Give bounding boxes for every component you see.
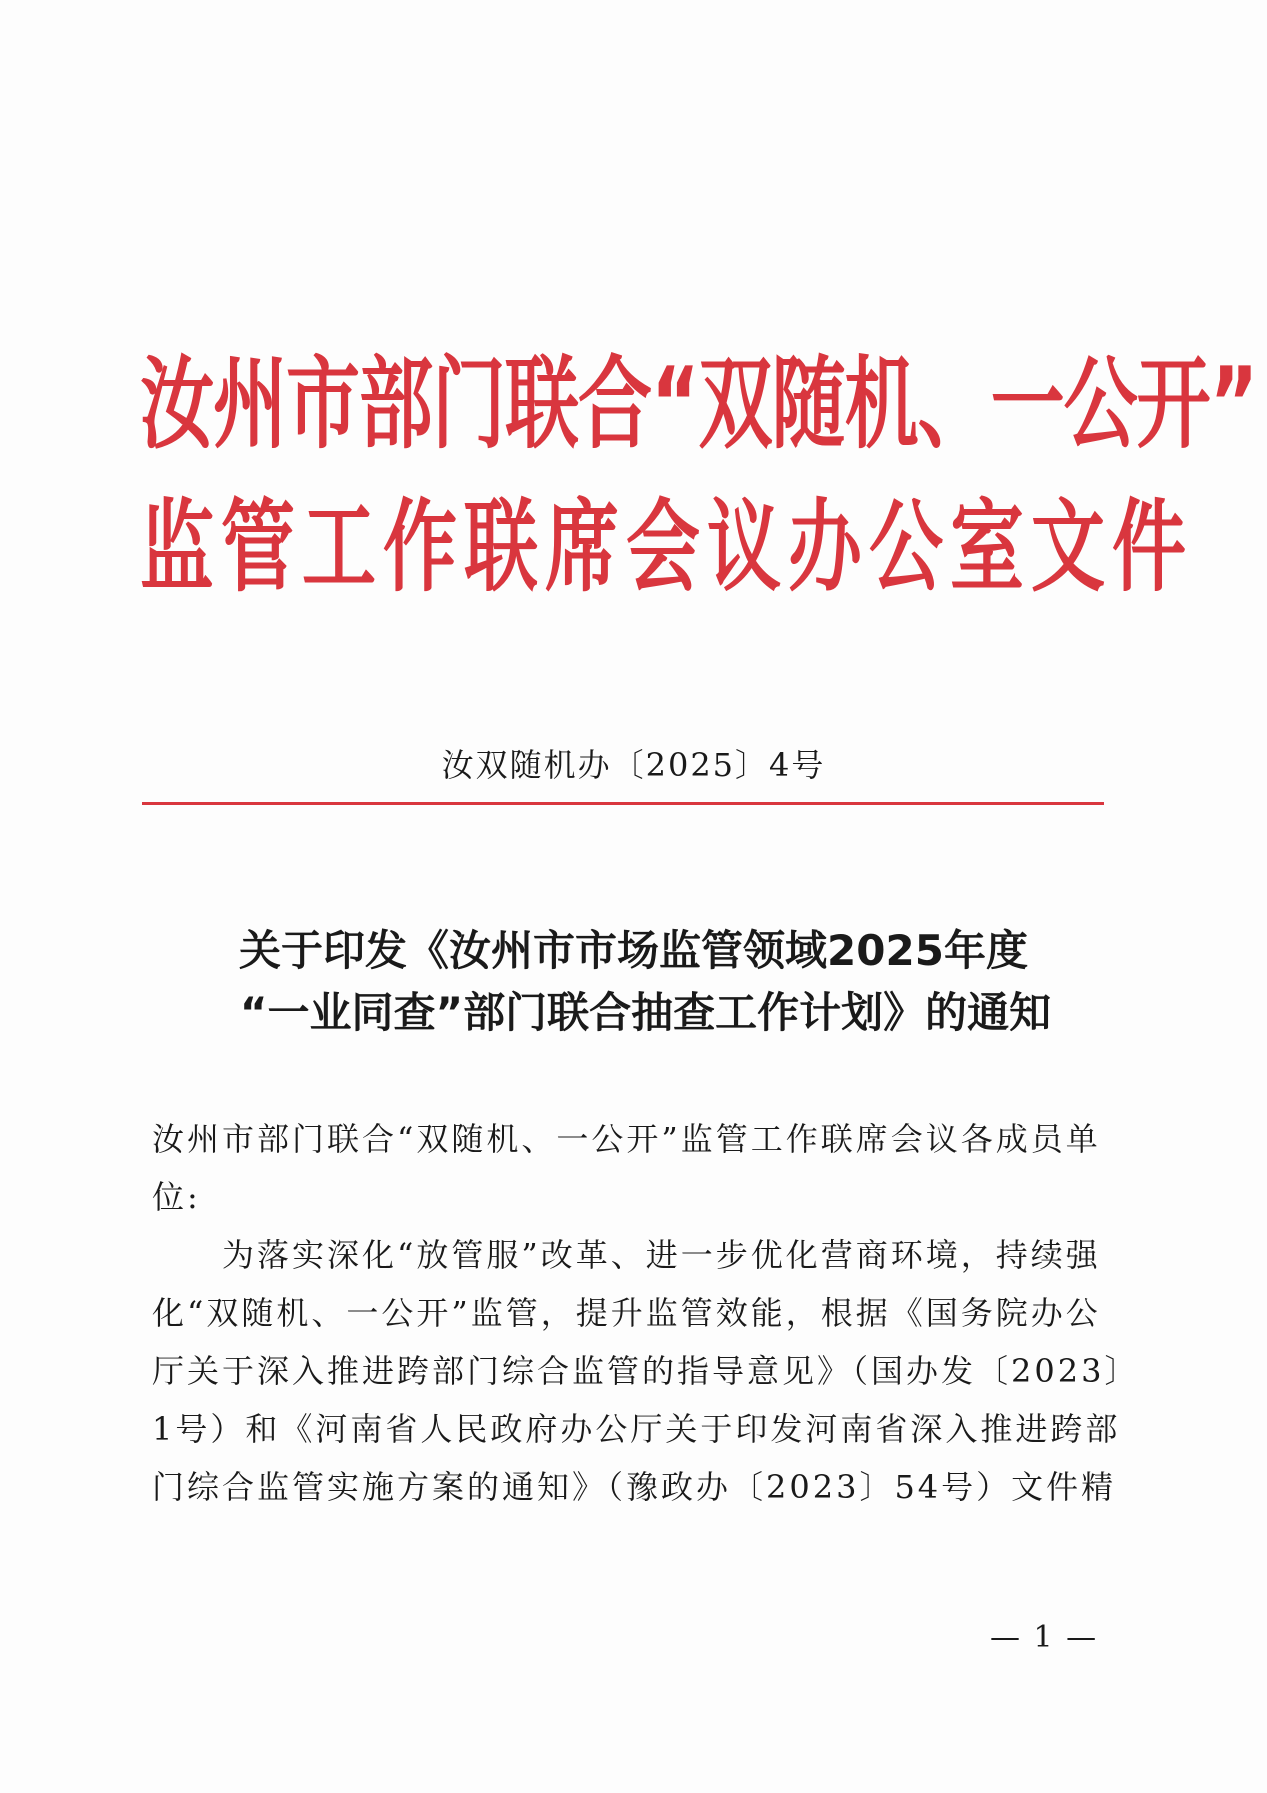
body-line-6: 1号）和《河南省人民政府办公厅关于印发河南省深入推进跨部 xyxy=(152,1410,1121,1448)
notice-title-line-2: “一业同查”部门联合抽查工作计划》的通知 xyxy=(239,988,1052,1037)
body-line-1: 汝州市部门联合“双随机、一公开”监管工作联席会议各成员单 xyxy=(152,1120,1101,1158)
body-line-3: 为落实深化“放管服”改革、进一步优化营商环境，持续强 xyxy=(152,1236,1101,1274)
body-line-2: 位: xyxy=(152,1178,201,1216)
body-line-5: 厅关于深入推进跨部门综合监管的指导意见》（国办发〔2023〕 xyxy=(152,1352,1140,1390)
document-header-line-2: 监管工作联席会议办公室文件 xyxy=(140,489,1193,606)
body-line-7: 门综合监管实施方案的通知》（豫政办〔2023〕54号）文件精 xyxy=(152,1468,1117,1506)
page-number: — 1 — xyxy=(990,1620,1099,1655)
body-line-4: 化“双随机、一公开”监管，提升监管效能，根据《国务院办公 xyxy=(152,1294,1101,1332)
red-separator-line xyxy=(142,802,1104,805)
document-header-line-1: 汝州市部门联合“双随机、一公开” xyxy=(140,346,1258,463)
notice-title-line-1: 关于印发《汝州市市场监管领域2025年度 xyxy=(239,926,1028,975)
document-number: 汝双随机办〔2025〕4号 xyxy=(441,746,826,784)
